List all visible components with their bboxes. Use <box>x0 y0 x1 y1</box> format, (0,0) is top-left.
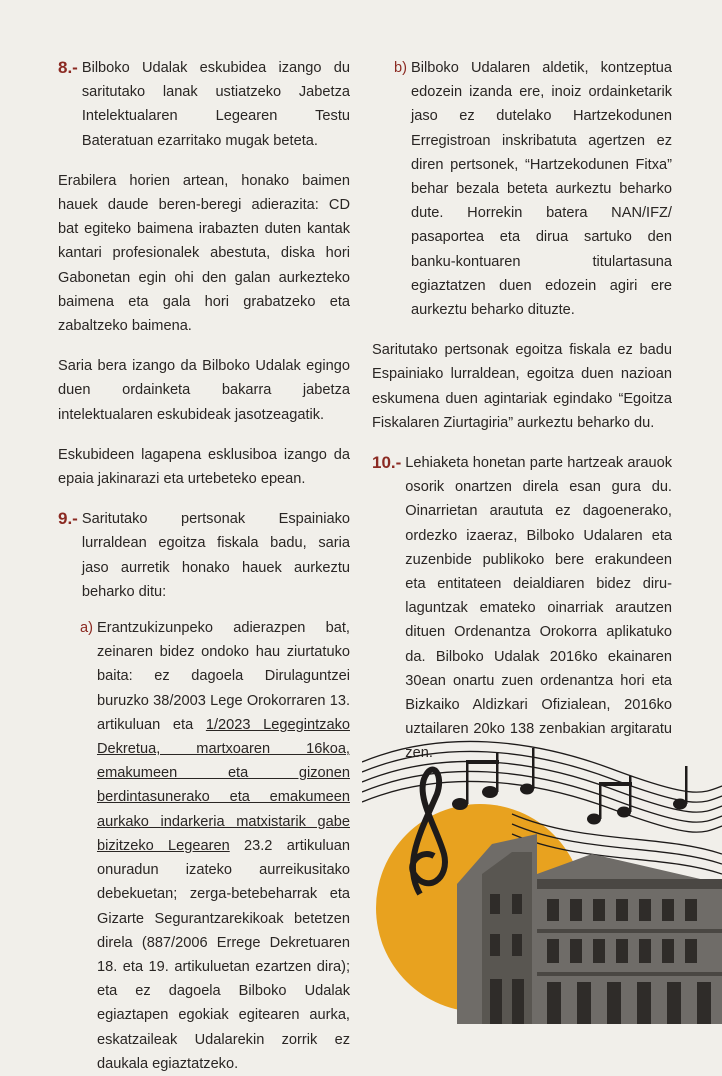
text-run: 23.2 artikuluan onuradun izateko aurreikusitako debekuetan; zerga-betebeharrak eta Gizarte Segurantzarekikoak betetzen direla (887/2006 Errege Dekretuaren 18. eta 19. artikuluetan ezartzen dira); eta ez dagoela Bilboko Udalak egiaztapen egokiak egitearen aurka, eskatzaileak Udalarekin zorrik ez daukala egiaztatzeko. <box>96 837 350 1072</box>
section-text: Bilboko Udalak eskubidea izango du saritutako lanak ustiatzeko Jabetza Intelektualaren Legearen Testu Bateratuan ezarritako mugak beteta. <box>81 60 350 149</box>
sub-item-b <box>394 56 672 322</box>
sub-item-text <box>97 616 350 1076</box>
paragraph: Saritutako pertsonak egoitza fiskala ez badu Espainiako lurraldean, egoitza duen nazioan eskumena duen agintariak egindako “Egoitza Fiskalaren Ziurtagiria” aurkeztu beharko du. <box>372 342 672 431</box>
illustration-graphic <box>362 734 722 1024</box>
section-number: 9.- <box>58 509 78 529</box>
paragraph: Saria bera izango da Bilboko Udalak egingo duen ordainketa bakarra jabetza intelektualaren eskubideak jasotzeagatik. <box>58 358 350 423</box>
text-run: Erantzukizunpeko adierazpen bat, zeinaren bidez ondoko hau ziurtatuko baita: ez dagoela Dirulaguntzei buruzko 38/2003 Lege Orokorraren 13. artikuluan eta <box>96 620 350 733</box>
right-column <box>372 56 672 766</box>
theatre-building <box>457 834 722 1024</box>
sub-item-letter: a) <box>80 620 93 637</box>
left-column <box>58 56 350 1076</box>
section-10 <box>372 451 672 766</box>
section-text: Lehiaketa honetan parte hartzeak arauok osorik onartzen direla esan gura du. Oinarrietan araututa ez dagoenerako, ordezko izaeraz, Bilboko Udalaren eta zuzenbide publikoko bere erakundeen eta entitateen deialdiaren bidez diru-laguntzak emateko oinarriak arautzen dituen Ordenantza Orokorra aplikatuko da. Bilboko Udalak 2016ko ekainaren 30ean onartu zuen ordenantza hori eta Bizkaiko Aldizkari Ofizialean, 2016ko uztailaren 20ko 138 zenbakian argitaratu zen. <box>405 455 672 762</box>
section-text: Saritutako pertsonak Espainiako lurraldean egoitza fiskala badu, saria jaso aurretik honako hauek aurkeztu beharko ditu: <box>81 511 350 600</box>
paragraph: Eskubideen lagapena esklusiboa izango da epaia jakinarazi eta urtebeteko epean. <box>58 446 350 488</box>
section-number: 8.- <box>58 58 78 77</box>
law-reference-link[interactable]: 1/2023 Legegintzako Dekretua, martxoaren 16koa, emakumeen eta gizonen berdintasunerako eta emakumeen aurkako indarkeria matxistarik gabe bizitzeko Legearen <box>96 716 350 854</box>
sub-item-a <box>80 616 350 1076</box>
section-8 <box>58 56 350 153</box>
sub-item-text: Bilboko Udalaren aldetik, kontzeptua edozein izanda ere, inoiz ordainketarik jaso ez dutelako Hartzekodunen Erregistroan inskribatuta agertzen ez diren pertsonek, “Hartzekodunen Fitxa” behar bezala beteta aurkeztu beharko dute. Horrekin batera NAN/IFZ/ pasaportea eta dirua sartuko den banku-kontuaren titulartasuna egiaztatzen duen edozein agiri ere aurkeztu beharko dituzte. <box>410 60 672 319</box>
paragraph: Erabilera horien artean, honako baimen hauek daude beren-beregi adierazita: CD bat egiteko baimena irabazten duten kantak kantari profesionalek abestuta, diska hori Gabonetan egin ohi den galan aurkezteko baimena eta gala hori grabatzeko eta zabaltzeko baimena. <box>58 172 350 335</box>
section-number: 10.- <box>372 453 402 473</box>
section-9 <box>58 507 350 604</box>
sub-item-letter: b) <box>394 60 407 76</box>
music-building-illustration <box>362 734 722 1024</box>
